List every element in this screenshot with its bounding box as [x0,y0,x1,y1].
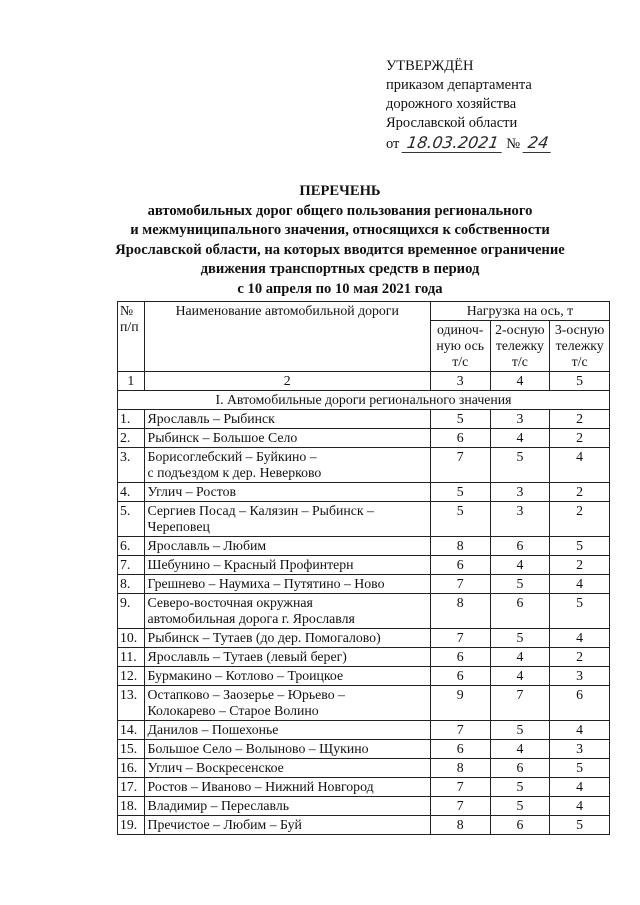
load-single-axle: 8 [430,594,490,629]
road-name-line-2: Череповец [147,519,210,534]
load-three-axle: 4 [550,629,610,648]
road-name [144,502,430,537]
road-name [144,594,430,629]
road-name-line: Большое Село – Волыново – Щукино [147,741,369,756]
row-number: 17. [118,778,145,797]
header-load: Нагрузка на ось, т [430,302,609,321]
table-row [118,429,610,448]
load-single-axle: 8 [430,537,490,556]
section-title: I. Автомобильные дороги регионального значения [118,391,610,410]
load-three-axle: 2 [550,556,610,575]
table-row [118,648,610,667]
road-name [144,721,430,740]
header-three-axle: 3-осную тележку т/с [550,321,610,372]
load-two-axle: 4 [490,429,550,448]
load-three-axle: 4 [550,721,610,740]
load-three-axle: 4 [550,448,610,483]
approval-date: 18.03.2021 [402,133,504,153]
table-row [118,686,610,721]
heading-line-4: движения транспортных средств в период [200,261,480,277]
row-number: 10. [118,629,145,648]
approval-block [386,57,626,154]
heading-line-3: Ярославской области, на которых вводится временное ограничение [115,241,565,258]
road-name-line: Грешнево – Наумиха – Путятино – Ново [147,576,385,591]
road-name [144,575,430,594]
row-number: 11. [118,648,145,667]
table-row [118,410,610,429]
table-row [118,740,610,759]
row-number: 18. [118,797,145,816]
approval-number: 24 [522,133,553,153]
index-cell: 4 [490,372,550,391]
road-name [144,759,430,778]
row-number: 19. [118,816,145,835]
table-row [118,537,610,556]
load-single-axle: 6 [430,556,490,575]
road-name-line: Рыбинск – Тутаев (до дер. Помогалово) [147,630,381,645]
load-single-axle: 6 [430,648,490,667]
load-three-axle: 6 [550,686,610,721]
row-number: 1. [118,410,145,429]
road-name-line: Остапково – Заозерье – Юрьево – [147,687,345,702]
load-two-axle: 3 [490,502,550,537]
load-three-axle: 2 [550,483,610,502]
road-name-line: Шебунино – Красный Профинтерн [147,557,354,572]
load-two-axle: 4 [490,556,550,575]
road-name [144,686,430,721]
heading-line-5: с 10 апреля по 10 мая 2021 года [237,280,443,297]
road-name [144,556,430,575]
row-number: 8. [118,575,145,594]
header-num: № п/п [118,302,145,372]
header-two-axle: 2-осную тележку т/с [490,321,550,372]
approval-from-label: от [386,136,400,152]
road-name-line: Данилов – Пошехонье [147,722,279,737]
road-name-line: Бурмакино – Котлово – Троицкое [147,668,344,683]
road-name [144,778,430,797]
load-single-axle: 9 [430,686,490,721]
load-two-axle: 6 [490,537,550,556]
heading-title: ПЕРЕЧЕНЬ [299,183,381,199]
load-three-axle: 2 [550,410,610,429]
approval-date-line [386,133,626,154]
road-name-line: Углич – Воскресенское [147,760,284,775]
load-two-axle: 4 [490,740,550,759]
road-name [144,740,430,759]
table-row [118,721,610,740]
load-single-axle: 7 [430,778,490,797]
index-cell: 1 [118,372,145,391]
load-two-axle: 5 [490,448,550,483]
load-single-axle: 7 [430,448,490,483]
road-name [144,483,430,502]
load-three-axle: 3 [550,740,610,759]
approval-line-1: приказом департамента [386,77,532,93]
table-row [118,575,610,594]
road-name [144,648,430,667]
road-name-line-2: Колокарево – Старое Волино [147,703,319,718]
load-two-axle: 4 [490,648,550,667]
road-name [144,667,430,686]
load-single-axle: 7 [430,797,490,816]
load-three-axle: 2 [550,429,610,448]
load-two-axle: 5 [490,575,550,594]
road-name-line: Сергиев Посад – Калязин – Рыбинск – [147,503,374,518]
table-row [118,667,610,686]
table-row [118,448,610,483]
row-number: 15. [118,740,145,759]
load-two-axle: 5 [490,629,550,648]
table-row [118,778,610,797]
load-single-axle: 5 [430,410,490,429]
load-three-axle: 4 [550,575,610,594]
load-three-axle: 5 [550,594,610,629]
load-single-axle: 8 [430,759,490,778]
load-two-axle: 5 [490,797,550,816]
road-name-line-2: автомобильная дорога г. Ярославля [147,611,355,626]
row-number: 5. [118,502,145,537]
table-row [118,797,610,816]
heading-line-1: автомобильных дорог общего пользования регионального [147,202,533,219]
load-three-axle: 3 [550,667,610,686]
table-row [118,502,610,537]
road-name [144,816,430,835]
row-number: 16. [118,759,145,778]
header-name: Наименование автомобильной дороги [144,302,430,372]
row-number: 6. [118,537,145,556]
load-single-axle: 7 [430,629,490,648]
load-three-axle: 4 [550,778,610,797]
approval-number-label: № [506,136,521,152]
row-number: 4. [118,483,145,502]
table-header-row [118,302,610,321]
approval-line-2: дорожного хозяйства [386,96,517,112]
road-name-line: Углич – Ростов [147,484,237,499]
load-two-axle: 5 [490,778,550,797]
section-row [118,391,610,410]
load-two-axle: 3 [490,410,550,429]
table-row [118,629,610,648]
load-three-axle: 5 [550,759,610,778]
load-single-axle: 5 [430,483,490,502]
load-two-axle: 6 [490,816,550,835]
index-cell: 2 [144,372,430,391]
road-name-line: Ярославль – Любим [147,538,267,553]
approval-title: УТВЕРЖДЁН [386,58,474,74]
load-two-axle: 6 [490,759,550,778]
load-three-axle: 4 [550,797,610,816]
road-name-line: Борисоглебский – Буйкино – [147,449,317,464]
road-name-line: Северо-восточная окружная [147,595,313,610]
road-name-line: Ярославль – Тутаев (левый берег) [147,649,347,664]
row-number: 13. [118,686,145,721]
index-cell: 5 [550,372,610,391]
heading-line-2: и межмуниципального значения, относящихся к собственности [130,222,550,238]
load-single-axle: 6 [430,429,490,448]
road-name [144,537,430,556]
load-single-axle: 8 [430,816,490,835]
roads-table [117,301,610,835]
load-single-axle: 7 [430,721,490,740]
load-single-axle: 6 [430,667,490,686]
road-name-line: Рыбинск – Большое Село [147,430,298,445]
row-number: 9. [118,594,145,629]
row-number: 12. [118,667,145,686]
road-name [144,629,430,648]
row-number: 3. [118,448,145,483]
load-three-axle: 5 [550,537,610,556]
table-row [118,816,610,835]
road-name-line: Ярославль – Рыбинск [147,411,275,426]
road-name [144,797,430,816]
road-name-line: Владимир – Переславль [147,798,290,813]
index-cell: 3 [430,372,490,391]
road-name [144,429,430,448]
table-row [118,594,610,629]
load-two-axle: 5 [490,721,550,740]
document-heading [60,182,620,299]
road-name-line-2: с подъездом к дер. Неверково [147,465,322,480]
load-two-axle: 6 [490,594,550,629]
table-index-row [118,372,610,391]
table-row [118,556,610,575]
road-name [144,410,430,429]
load-three-axle: 2 [550,648,610,667]
load-single-axle: 5 [430,502,490,537]
row-number: 2. [118,429,145,448]
load-three-axle: 5 [550,816,610,835]
row-number: 7. [118,556,145,575]
load-two-axle: 3 [490,483,550,502]
header-single-axle: одиноч-ную ось т/с [430,321,490,372]
load-two-axle: 4 [490,667,550,686]
road-name [144,448,430,483]
row-number: 14. [118,721,145,740]
road-name-line: Пречистое – Любим – Буй [147,817,302,832]
load-two-axle: 7 [490,686,550,721]
load-three-axle: 2 [550,502,610,537]
load-single-axle: 7 [430,575,490,594]
table-row [118,759,610,778]
road-name-line: Ростов – Иваново – Нижний Новгород [147,779,374,794]
table-row [118,483,610,502]
load-single-axle: 6 [430,740,490,759]
approval-line-3: Ярославской области [386,115,518,131]
